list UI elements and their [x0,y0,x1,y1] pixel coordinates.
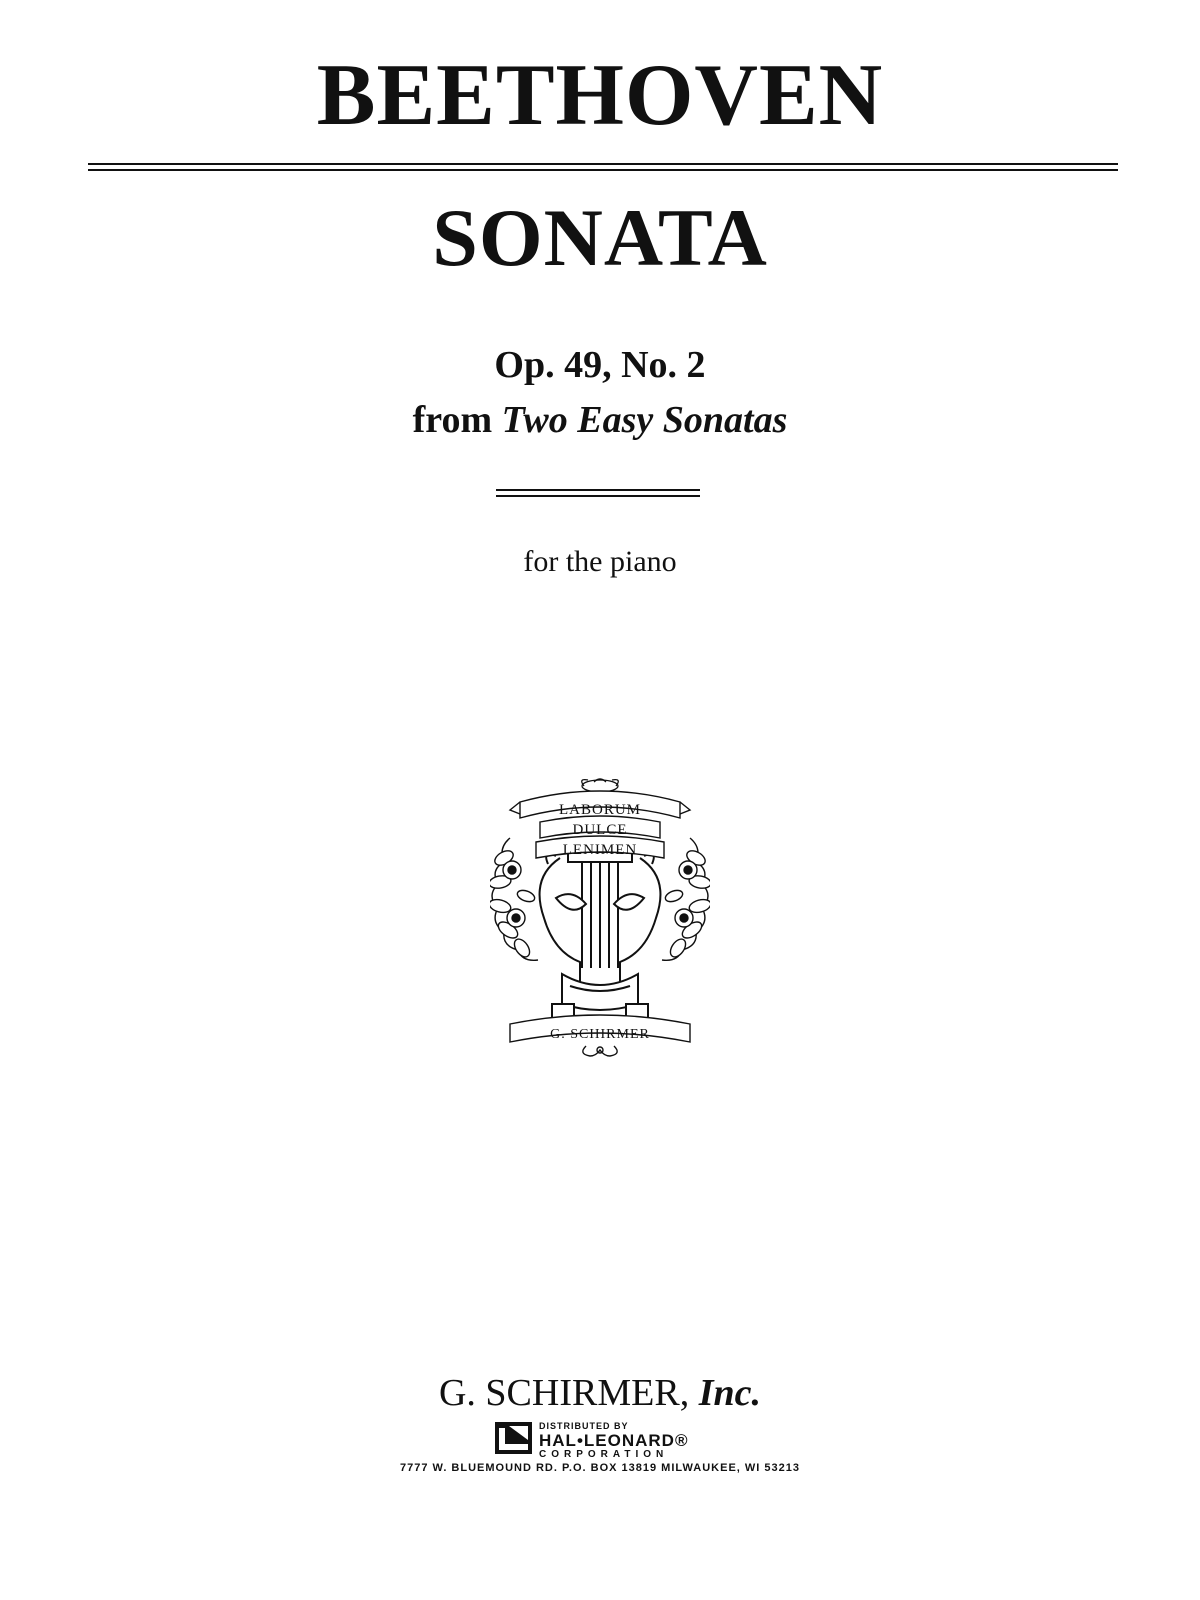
motto-line-1: LABORUM [558,802,642,818]
collection-title: Two Easy Sonatas [501,399,788,441]
collection-prefix: from [412,399,493,441]
top-double-rule [88,163,1118,171]
lyre-icon [540,852,661,1020]
distributor-logo [495,1416,725,1460]
middle-double-rule [496,489,700,497]
left-wreath-icon [490,838,538,960]
distributor-name: HAL•LEONARD® [539,1431,689,1450]
work-title: SONATA [432,192,768,283]
publisher-suffix: Inc. [698,1372,761,1414]
right-wreath-icon [662,838,710,960]
distributor-corporation: CORPORATION [539,1449,669,1460]
lyre-wreath-emblem [490,778,710,1058]
opus-number: Op. 49, No. 2 [494,344,706,386]
publisher-name-text: G. SCHIRMER, [438,1372,690,1414]
motto-line-2: DULCE [572,822,628,838]
distributed-by-label: DISTRIBUTED BY [539,1421,629,1431]
composer-name: BEETHOVEN [316,47,884,144]
instrumentation: for the piano [523,545,677,578]
motto-line-3: LENIMEN [562,842,638,858]
publisher-address: 7777 W. BLUEMOUND RD. P.O. BOX 13819 MILWAUKEE, WI 53213 [400,1462,800,1474]
emblem-banner-text: G. SCHIRMER [550,1027,650,1042]
publisher-name [0,1371,1200,1415]
hal-leonard-logo-icon [495,1422,532,1454]
scroll-ornament-icon [583,1046,617,1056]
collection-line [0,398,1200,442]
rosette-icon [582,779,619,792]
